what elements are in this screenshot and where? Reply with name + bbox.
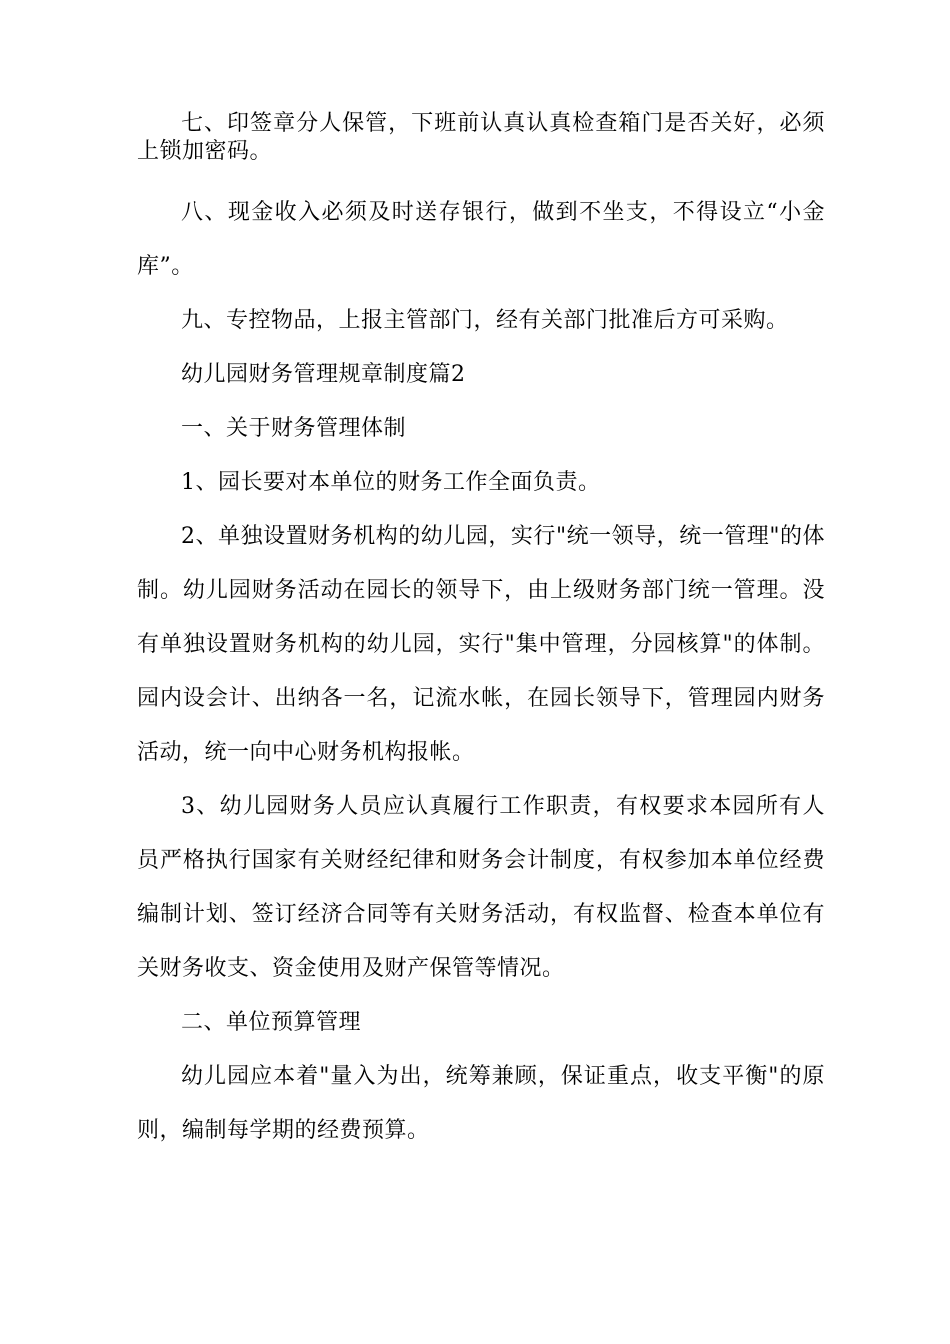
section-title-part-2: 幼儿园财务管理规章制度篇2 [181,362,466,387]
paragraph-seal-custody: 七、印签章分人保管，下班前认真认真检查箱门是否关好，必须上锁加密码。 [137,111,825,164]
heading-management-system: 一、关于财务管理体制 [181,416,407,441]
paragraph-cash-deposit: 八、现金收入必须及时送存银行，做到不坐支，不得设立“小金库”。 [137,200,825,279]
paragraph-controlled-items: 九、专控物品，上报主管部门，经有关部门批准后方可采购。 [181,308,789,333]
document-body [137,110,825,1158]
paragraph-finance-structure: 2、单独设置财务机构的幼儿园，实行"统一领导，统一管理"的体制。幼儿园财务活动在园长的领导下，由上级财务部门统一管理。没有单独设置财务机构的幼儿园，实行"集中管理，分园核算"的体制。园内设会计、出纳各一名，记流水帐，在园长领导下，管理园内财务活动，统一向中心财务机构报帐。 [137,524,825,765]
heading-budget-management: 二、单位预算管理 [181,1010,362,1035]
paragraph-budget-principle: 幼儿园应本着"量入为出，统筹兼顾，保证重点，收支平衡"的原则，编制每学期的经费预算。 [137,1064,825,1143]
paragraph-principal-responsibility: 1、园长要对本单位的财务工作全面负责。 [181,470,601,495]
paragraph-staff-duties: 3、幼儿园财务人员应认真履行工作职责，有权要求本园所有人员严格执行国家有关财经纪律和财务会计制度，有权参加本单位经费编制计划、签订经济合同等有关财务活动，有权监督、检查本单位有关财务收支、资金使用及财产保管等情况。 [137,794,825,981]
